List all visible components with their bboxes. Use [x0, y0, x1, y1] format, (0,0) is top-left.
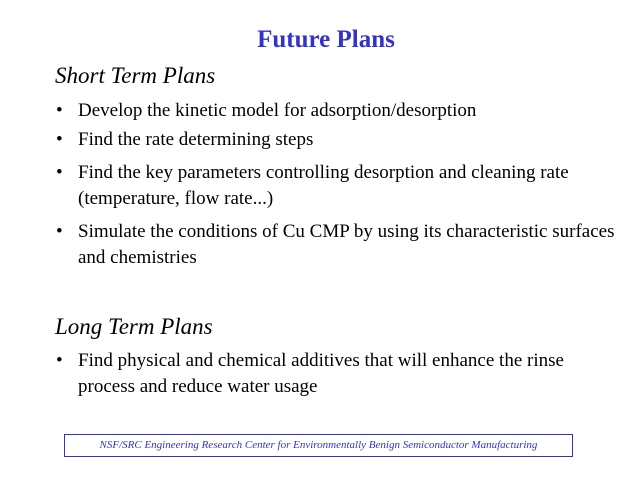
- bullet-text: Find the key parameters controlling desorption and cleaning rate (temperature, flow rate...): [78, 162, 569, 209]
- long-term-list: [56, 348, 616, 400]
- bullet-icon: •: [56, 129, 63, 150]
- bullet-text: Find physical and chemical additives that will enhance the rinse process and reduce water usage: [78, 350, 564, 397]
- bullet-icon: •: [56, 221, 63, 242]
- list-item: [56, 219, 616, 271]
- list-item: [56, 160, 616, 212]
- footer-text: NSF/SRC Engineering Research Center for Environmentally Benign Semiconductor Manufacturing: [99, 439, 538, 451]
- bullet-text: Develop the kinetic model for adsorption/desorption: [78, 100, 477, 121]
- bullet-icon: •: [56, 100, 63, 121]
- list-item: [56, 98, 616, 124]
- list-item: [56, 127, 616, 153]
- list-item: [56, 348, 616, 400]
- bullet-icon: •: [56, 162, 63, 183]
- long-term-heading: Long Term Plans: [55, 314, 213, 339]
- bullet-icon: •: [56, 350, 63, 371]
- bullet-text: Find the rate determining steps: [78, 129, 314, 150]
- bullet-text: Simulate the conditions of Cu CMP by using its characteristic surfaces and chemistries: [78, 221, 615, 268]
- page-title: Future Plans: [257, 26, 395, 53]
- footer-banner: [64, 434, 573, 457]
- short-term-heading: Short Term Plans: [55, 63, 216, 88]
- short-term-list: [56, 98, 616, 271]
